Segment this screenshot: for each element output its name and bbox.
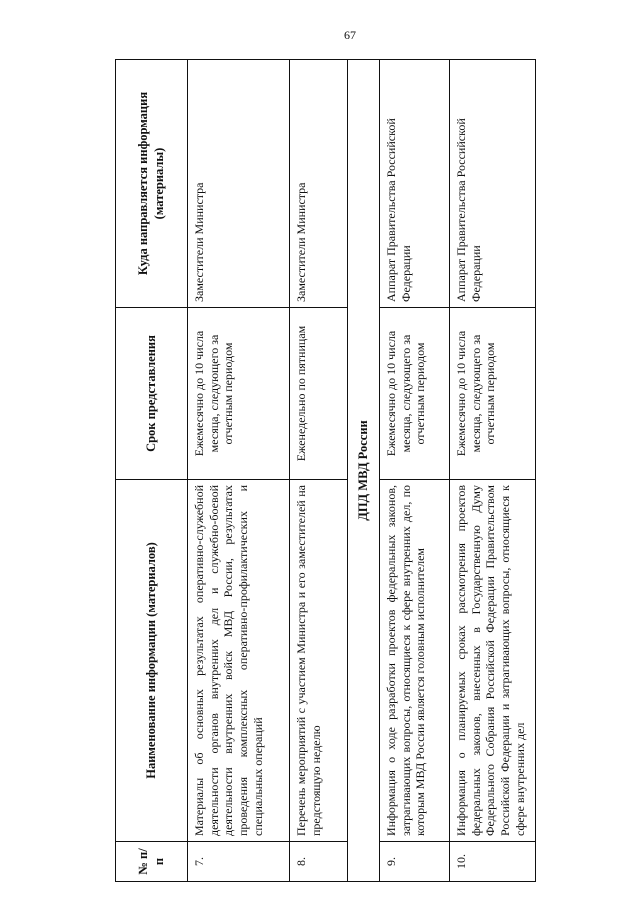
table-row: [380, 60, 450, 882]
row-name: Информация о планируемых сроках рассмотрения проектов федеральных законов, внесенных в Государственную Думу Федерального Собрания Российской Федерации Правительством Российской Федерации и затрагивающих вопросы, относящиеся к сфере внутренних дел: [450, 480, 536, 842]
row-destination: Аппарат Правительства Российской Федерации: [380, 60, 450, 308]
row-destination: Заместители Министра: [290, 60, 348, 308]
row-destination: Заместители Министра: [188, 60, 290, 308]
table-row: [188, 60, 290, 882]
header-destination: Куда направляется информация (материалы): [116, 60, 188, 308]
rotated-table-area: [115, 60, 527, 882]
row-name: Перечень мероприятий с участием Министра и его заместителей на предстоящую неделю: [290, 480, 348, 842]
row-number: 8.: [290, 842, 348, 882]
header-name: Наименование информации (материалов): [116, 480, 188, 842]
row-name: Материалы об основных результатах оперативно-служебной деятельности органов внутренних дел и служебно-боевой деятельности внутренних войск МВД России, результатах проведения комплексных оперативно-профилактических и специальных операций: [188, 480, 290, 842]
table-header-row: [116, 60, 188, 882]
row-term: Еженедельно по пятницам: [290, 308, 348, 480]
row-destination: Аппарат Правительства Российской Федерации: [450, 60, 536, 308]
row-number: 10.: [450, 842, 536, 882]
row-number: 7.: [188, 842, 290, 882]
row-term: Ежемесячно до 10 числа месяца, следующего за отчетным периодом: [380, 308, 450, 480]
row-term: Ежемесячно до 10 числа месяца, следующего за отчетным периодом: [450, 308, 536, 480]
row-number: 9.: [380, 842, 450, 882]
information-table: [115, 59, 536, 882]
table-row: [290, 60, 348, 882]
row-term: Ежемесячно до 10 числа месяца, следующего за отчетным периодом: [188, 308, 290, 480]
page-number: 67: [344, 28, 356, 42]
row-name: Информация о ходе разработки проектов федеральных законов, затрагивающих вопросы, относящиеся к сфере внутренних дел, по которым МВД России является головным исполнителем: [380, 480, 450, 842]
section-title: ДПД МВД России: [348, 60, 380, 882]
header-number: № п/п: [116, 842, 188, 882]
header-term: Срок представления: [116, 308, 188, 480]
section-row: [348, 60, 380, 882]
table-row: [450, 60, 536, 882]
